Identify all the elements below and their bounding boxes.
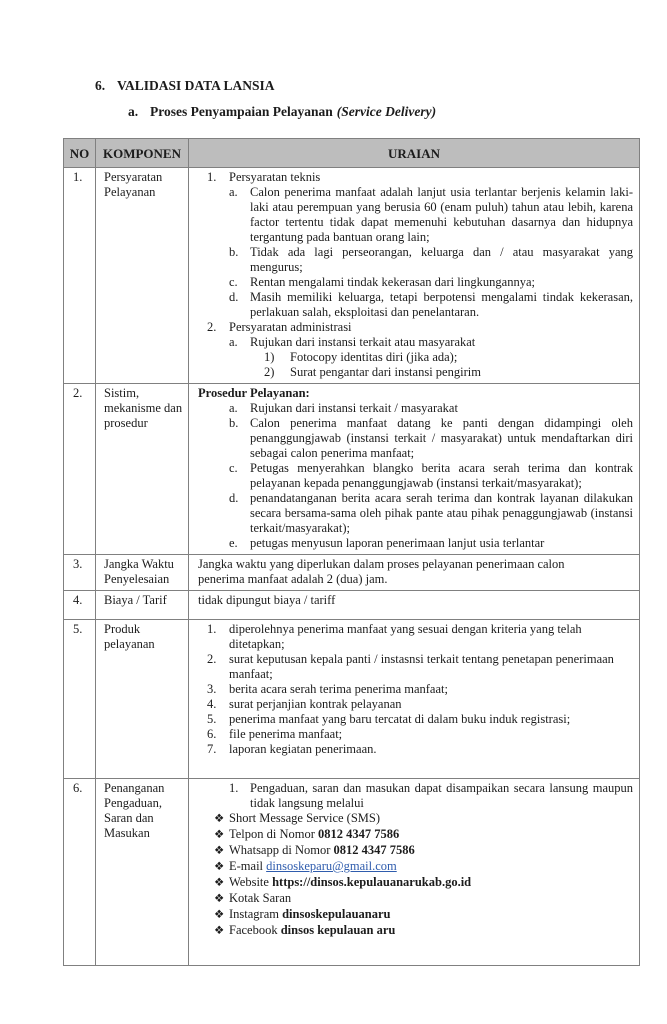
- item-text: [229, 843, 633, 858]
- text-segment: Pengaduan, saran dan masukan dapat disampaikan secara lansung maupun tidak langsung melalui: [250, 781, 633, 810]
- uraian-item: [198, 682, 633, 697]
- item-text: [250, 536, 633, 551]
- list-marker: 2.: [207, 320, 217, 334]
- text-segment: E-mail: [229, 859, 267, 873]
- uraian-item: [198, 843, 633, 859]
- subsection-letter: a.: [128, 104, 139, 119]
- column-header-uraian: URAIAN: [189, 139, 640, 168]
- text-segment: Rentan mengalami tindak kekerasan dari lingkungannya;: [250, 275, 535, 289]
- item-text: [229, 622, 633, 652]
- text-segment: file penerima manfaat;: [229, 727, 343, 741]
- uraian-item: [198, 401, 633, 416]
- text-segment: Surat pengantar dari instansi pengirim: [290, 365, 481, 379]
- list-marker: ❖: [214, 909, 225, 921]
- service-delivery-table: [63, 138, 640, 966]
- list-marker: c.: [229, 461, 238, 475]
- item-text: [229, 697, 633, 712]
- item-text: [229, 652, 633, 682]
- text-segment: Calon penerima manfaat datang ke panti dengan didampingi oleh penanggungjawab (instansi terkait / masyarakat) untuk mendaftarkan diri sebagai calon penerima manfaat;: [250, 416, 633, 460]
- list-marker: 4.: [207, 697, 217, 711]
- komponen-cell: Persyaratan Pelayanan: [96, 168, 189, 384]
- table-row: [64, 384, 640, 555]
- item-text: [290, 365, 633, 380]
- uraian-cell: [189, 591, 640, 620]
- uraian-item: [198, 727, 633, 742]
- list-marker: 7.: [207, 742, 217, 756]
- text-segment: Rujukan dari instansi terkait / masyarakat: [250, 401, 458, 415]
- item-text: [250, 185, 633, 245]
- uraian-item: [198, 622, 633, 652]
- uraian-item: [198, 557, 633, 587]
- uraian-item: [198, 652, 633, 682]
- text-segment: Instagram: [229, 907, 283, 921]
- uraian-item: [198, 923, 633, 939]
- text-segment: petugas menyusun laporan penerimaan lanjut usia terlantar: [250, 536, 545, 550]
- column-header-no: NO: [64, 139, 96, 168]
- table-header-row: [64, 139, 640, 168]
- uraian-item: [198, 536, 633, 551]
- list-marker: b.: [229, 416, 239, 430]
- list-marker: 1): [264, 350, 275, 364]
- list-marker: 1.: [229, 781, 239, 795]
- uraian-item: [198, 811, 633, 827]
- subsection-title-text: Proses Penyampaian Pelayanan: [150, 104, 333, 119]
- list-marker: 2.: [207, 652, 217, 666]
- uraian-item: [198, 827, 633, 843]
- komponen-cell: Produk pelayanan: [96, 620, 189, 779]
- list-marker: 2): [264, 365, 275, 379]
- list-marker: a.: [229, 185, 238, 199]
- item-text: [229, 859, 633, 874]
- text-segment: berita acara serah terima penerima manfaat;: [229, 682, 448, 696]
- list-marker: 5.: [207, 712, 217, 726]
- uraian-cell: [189, 620, 640, 779]
- uraian-cell: [189, 555, 640, 591]
- item-text: [250, 245, 633, 275]
- list-marker: ❖: [214, 861, 225, 873]
- uraian-item: [198, 891, 633, 907]
- uraian-item: [198, 859, 633, 875]
- email-link[interactable]: dinsoskeparu@gmail.com: [266, 859, 397, 873]
- uraian-item: [198, 461, 633, 491]
- row-number-cell: 2.: [64, 384, 96, 555]
- text-segment: surat keputusan kepala panti / instasnsi terkait tentang penetapan penerimaan manfaat;: [229, 652, 614, 681]
- list-marker: a.: [229, 401, 238, 415]
- text-segment: surat perjanjian kontrak pelayanan: [229, 697, 402, 711]
- text-segment: penerima manfaat yang baru tercatat di dalam buku induk registrasi;: [229, 712, 571, 726]
- item-text: [229, 742, 633, 757]
- uraian-item: [198, 875, 633, 891]
- item-text: [229, 682, 633, 697]
- item-text: [250, 461, 633, 491]
- section-heading: [95, 79, 636, 93]
- item-text: [229, 923, 633, 938]
- item-text: [198, 386, 633, 401]
- list-marker: ❖: [214, 813, 225, 825]
- text-segment: Website: [229, 875, 273, 889]
- table-row: [64, 620, 640, 779]
- text-segment: 0812 4347 7586: [318, 827, 400, 841]
- list-marker: ❖: [214, 893, 225, 905]
- komponen-cell: Sistim, mekanisme dan prosedur: [96, 384, 189, 555]
- item-text: [250, 781, 633, 811]
- item-text: [250, 335, 633, 350]
- subsection-heading: [128, 105, 636, 119]
- item-text: [229, 811, 633, 826]
- list-marker: ❖: [214, 877, 225, 889]
- komponen-cell: Biaya / Tarif: [96, 591, 189, 620]
- row-number-cell: 4.: [64, 591, 96, 620]
- text-segment: tidak dipungut biaya / tariff: [198, 593, 336, 607]
- table-body: [64, 168, 640, 966]
- list-marker: d.: [229, 491, 239, 505]
- uraian-item: [198, 712, 633, 727]
- uraian-item: [198, 742, 633, 757]
- uraian-item: [198, 593, 633, 608]
- item-text: [229, 891, 633, 906]
- text-segment: Petugas menyerahkan blangko berita acara serah terima dan kontrak pelayanan kepada penanggungjawab (instansi terkait/masyarakat);: [250, 461, 633, 490]
- text-segment: Tidak ada lagi perseorangan, keluarga dan / atau masyarakat yang mengurus;: [250, 245, 633, 274]
- uraian-item: [198, 386, 633, 401]
- list-marker: ❖: [214, 845, 225, 857]
- item-text: [198, 557, 633, 587]
- komponen-cell: Jangka Waktu Penyelesaian: [96, 555, 189, 591]
- text-segment: Calon penerima manfaat adalah lanjut usia terlantar berjenis kelamin laki-laki atau perempuan yang berusia 60 (enam puluh) tahun atau lebih, karena factor tertentu tidak dapat memenuhi kebutuhan dasarnya dan hidupnya tergantung pada bantuan orang lain;: [250, 185, 633, 244]
- table-row: [64, 779, 640, 966]
- text-segment: diperolehnya penerima manfaat yang sesuai dengan kriteria yang telah ditetapkan;: [229, 622, 582, 651]
- uraian-cell: [189, 779, 640, 966]
- item-text: [229, 170, 633, 185]
- uraian-item: [198, 245, 633, 275]
- item-text: [250, 290, 633, 320]
- text-segment: laporan kegiatan penerimaan.: [229, 742, 377, 756]
- item-text: [198, 593, 633, 608]
- list-marker: 6.: [207, 727, 217, 741]
- text-segment: Short Message Service (SMS): [229, 811, 381, 825]
- row-number-cell: 6.: [64, 779, 96, 966]
- text-segment: https://dinsos.kepulauanarukab.go.id: [272, 875, 472, 889]
- text-segment: Whatsapp di Nomor: [229, 843, 334, 857]
- list-marker: d.: [229, 290, 239, 304]
- uraian-item: [198, 275, 633, 290]
- uraian-item: [198, 491, 633, 536]
- row-number-cell: 3.: [64, 555, 96, 591]
- section-number: 6.: [95, 78, 106, 93]
- text-segment: Prosedur Pelayanan:: [198, 386, 310, 400]
- item-text: [229, 827, 633, 842]
- subsection-title-italic: (Service Delivery): [336, 104, 437, 119]
- text-segment: Telpon di Nomor: [229, 827, 319, 841]
- text-segment: Facebook: [229, 923, 281, 937]
- text-segment: Kotak Saran: [229, 891, 292, 905]
- uraian-item: [198, 335, 633, 350]
- text-segment: Fotocopy identitas diri (jika ada);: [290, 350, 458, 364]
- uraian-item: [198, 320, 633, 335]
- text-segment: Persyaratan administrasi: [229, 320, 352, 334]
- list-marker: e.: [229, 536, 238, 550]
- table-row: [64, 555, 640, 591]
- item-text: [229, 712, 633, 727]
- item-text: [229, 875, 633, 890]
- item-text: [250, 491, 633, 536]
- list-marker: c.: [229, 275, 238, 289]
- uraian-item: [198, 290, 633, 320]
- komponen-cell: Penanganan Pengaduan, Saran dan Masukan: [96, 779, 189, 966]
- list-marker: 1.: [207, 622, 217, 636]
- uraian-item: [198, 185, 633, 245]
- item-text: [250, 401, 633, 416]
- uraian-cell: [189, 168, 640, 384]
- text-segment: Jangka waktu yang diperlukan dalam proses pelayanan penerimaan calon penerima manfaat adalah 2 (dua) jam.: [198, 557, 565, 586]
- uraian-item: [198, 907, 633, 923]
- text-segment: Rujukan dari instansi terkait atau masyarakat: [250, 335, 476, 349]
- text-segment: Masih memiliki keluarga, tetapi berpotensi mengalami tindak kekerasan, perlakuan salah, eksploitasi dan penelantaran.: [250, 290, 633, 319]
- section-title: VALIDASI DATA LANSIA: [117, 78, 275, 93]
- subsection-title: [150, 105, 436, 119]
- column-header-komponen: KOMPONEN: [96, 139, 189, 168]
- text-segment: penandatanganan berita acara serah terima dan kontrak layanan dilakukan secara bersama-sama oleh pihak pante atau pihak penaggungjawab (instansi terkait/masyarakat);: [250, 491, 633, 535]
- item-text: [250, 416, 633, 461]
- list-marker: ❖: [214, 829, 225, 841]
- item-text: [229, 320, 633, 335]
- item-text: [250, 275, 633, 290]
- row-number-cell: 5.: [64, 620, 96, 779]
- text-segment: dinsoskepulauanaru: [282, 907, 391, 921]
- uraian-item: [198, 697, 633, 712]
- text-segment: 0812 4347 7586: [333, 843, 415, 857]
- item-text: [229, 907, 633, 922]
- list-marker: a.: [229, 335, 238, 349]
- list-marker: 3.: [207, 682, 217, 696]
- uraian-item: [198, 416, 633, 461]
- uraian-item: [198, 170, 633, 185]
- item-text: [229, 727, 633, 742]
- uraian-item: [198, 781, 633, 811]
- item-text: [290, 350, 633, 365]
- table-row: [64, 591, 640, 620]
- list-marker: b.: [229, 245, 239, 259]
- uraian-cell: [189, 384, 640, 555]
- uraian-item: [198, 350, 633, 365]
- list-marker: ❖: [214, 925, 225, 937]
- table-header: [64, 139, 640, 168]
- list-marker: 1.: [207, 170, 217, 184]
- text-segment: Persyaratan teknis: [229, 170, 321, 184]
- row-number-cell: 1.: [64, 168, 96, 384]
- table-row: [64, 168, 640, 384]
- text-segment: dinsos kepulauan aru: [280, 923, 396, 937]
- uraian-item: [198, 365, 633, 380]
